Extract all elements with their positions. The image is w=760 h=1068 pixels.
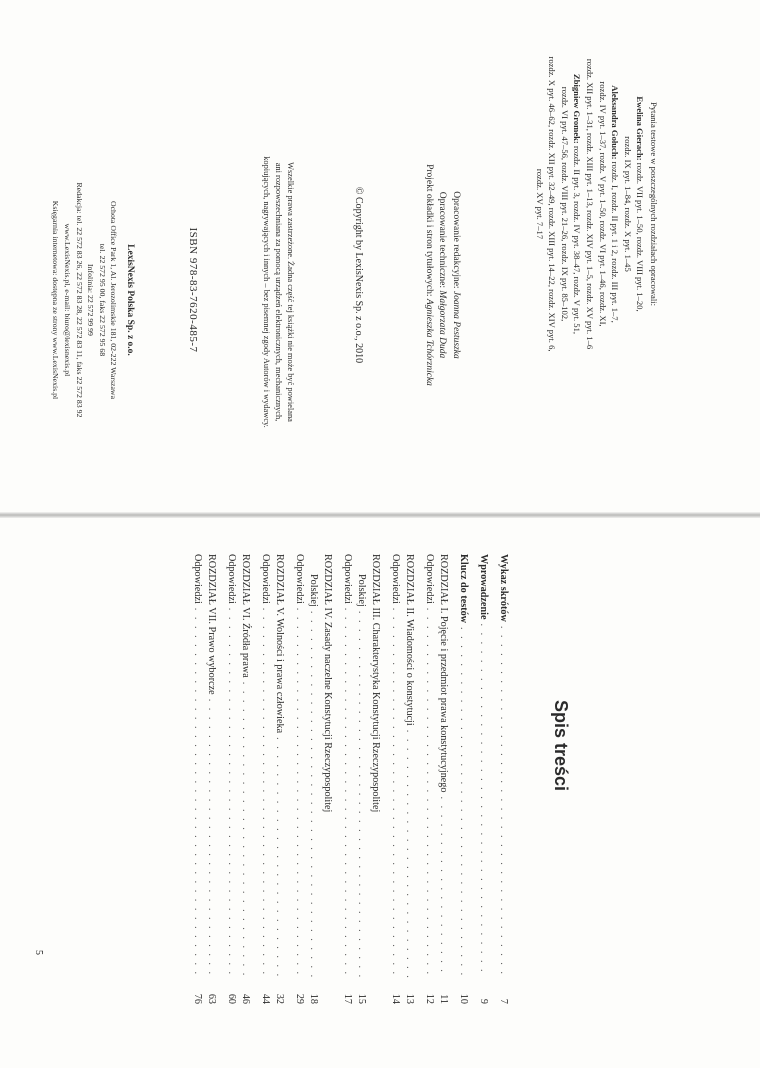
toc-entry-label: Odpowiedzi bbox=[342, 554, 353, 604]
toc-entry bbox=[190, 554, 204, 1004]
credit-line bbox=[583, 34, 596, 374]
toc-entry-page: 18 bbox=[308, 993, 319, 1004]
toc-entry bbox=[224, 554, 238, 1004]
toc-leader-dots bbox=[402, 730, 416, 978]
toc-entry-page: 15 bbox=[356, 993, 367, 1004]
toc-entry-page: 7 bbox=[498, 998, 509, 1004]
toc-entry-page: 76 bbox=[192, 993, 203, 1004]
toc-entry-page: 12 bbox=[424, 993, 435, 1004]
toc-entry-label: ROZDZIAŁ VI. Źródła prawa bbox=[240, 554, 251, 678]
toc-entry bbox=[306, 554, 320, 1004]
toc-leader-dots bbox=[306, 611, 320, 978]
toc-leader-dots bbox=[224, 608, 238, 978]
toc-entry-label: Odpowiedzi bbox=[226, 554, 237, 604]
toc-entry-page: 46 bbox=[240, 993, 251, 1004]
toc-list bbox=[190, 554, 510, 1004]
credit-details: rozdz. IV pyt. 1–37, rozdz. V pyt. 1–50, rozdz. VI pyt. 1–46, rozdz. XI, bbox=[597, 81, 608, 327]
toc-entry-page: 13 bbox=[404, 993, 415, 1004]
toc-leader-dots bbox=[258, 608, 272, 978]
credit-line bbox=[609, 34, 622, 374]
toc-entry-label: ROZDZIAŁ II. Wiadomości o konstytucji bbox=[404, 554, 415, 726]
toc-entry-label: Polskiej bbox=[308, 574, 319, 607]
toc-entry bbox=[476, 554, 490, 1004]
toc-entry bbox=[340, 554, 354, 1004]
toc-entry-page: 60 bbox=[226, 993, 237, 1004]
toc-entry-page: 32 bbox=[274, 993, 285, 1004]
credit-line bbox=[558, 34, 571, 374]
toc-entry-label: ROZDZIAŁ IV. Zasady naczelne Konstytucji Rzeczypospolitej bbox=[322, 554, 333, 813]
toc-leader-dots bbox=[422, 608, 436, 978]
toc-entry bbox=[258, 554, 272, 1004]
toc-entry-page: 10 bbox=[458, 993, 469, 1004]
isbn: ISBN 978-83-7620-485-7 bbox=[187, 227, 199, 353]
toc-entry bbox=[368, 554, 382, 1004]
toc-entry-label: Odpowiedzi bbox=[390, 554, 401, 604]
editorial-line: Projekt okładki i stron tytułowych: Agnieszka Tchórznicka bbox=[424, 164, 434, 386]
toc-entry bbox=[436, 554, 450, 1004]
toc-leader-dots bbox=[272, 737, 286, 978]
credit-line bbox=[533, 34, 546, 374]
credit-details: rozdz. X pyt. 46–62, rozdz. XII pyt. 32–49, rozdz. XIII pyt. 14–22, rozdz. XIV pyt. 6, bbox=[547, 56, 558, 352]
toc-entry bbox=[354, 554, 368, 1004]
toc-leader-dots bbox=[456, 627, 470, 978]
toc-entry-page: 44 bbox=[260, 993, 271, 1004]
credit-line bbox=[546, 34, 559, 374]
editorial-credits bbox=[422, 150, 463, 400]
credits-list bbox=[533, 34, 646, 374]
credit-author: Aleksandra Gołuch: bbox=[610, 85, 621, 160]
toc-leader-dots bbox=[190, 608, 204, 978]
publisher-info: LexisNexis Polska Sp. z o.o. Ochota Office Park 1, Al. Jerozolimskie 181, 02-222 Warszawa tel. 22 572 95 00, faks 22 572 95 68 Infolinia: 22 572 99 99 Redakcja: tel. 22 572 83 26, 22 572 83 28, 22 572 83 11, faks 22 572 83 92 www.LexisNexis.pl, e-mail: biuro@lexisnexis.pl Księgarnia internetowa: dostępna ze strony www.LexisNexis.pl bbox=[50, 140, 135, 460]
toc-leader-dots bbox=[436, 797, 450, 979]
credit-author: Zbigniew Gromek: bbox=[572, 73, 583, 144]
credit-line bbox=[596, 34, 609, 374]
toc-leader-dots bbox=[476, 623, 490, 978]
toc-entry bbox=[402, 554, 416, 1004]
page-number: 5 bbox=[33, 950, 44, 955]
toc-entry bbox=[238, 554, 252, 1004]
toc-entry-label: ROZDZIAŁ VII. Prawo wyborcze bbox=[206, 554, 217, 695]
credit-line bbox=[621, 34, 634, 374]
credit-details: rozdz. XV pyt. 7–17 bbox=[534, 168, 545, 240]
editorial-line: Opracowanie techniczne: Małgorzata Duda bbox=[437, 191, 448, 359]
toc-entry-label: Polskiej bbox=[356, 574, 367, 607]
toc-leader-dots bbox=[388, 608, 402, 978]
toc-leader-dots bbox=[292, 608, 306, 978]
toc-leader-dots bbox=[238, 682, 252, 978]
credit-details: rozdz. I, rozdz. II pyt. 1 i 2, rozdz. III pyt. 1–7, bbox=[610, 161, 621, 323]
toc-entry bbox=[292, 554, 306, 1004]
credit-details: rozdz. XII pyt. 1–31, rozdz. XIII pyt. 1–13, rozdz. XIV pyt. 1–5, rozdz. XV pyt. 1–6 bbox=[585, 58, 596, 350]
credit-line bbox=[571, 34, 584, 374]
toc-entry-label: Odpowiedzi bbox=[424, 554, 435, 604]
credit-details: rozdz. VI pyt. 47–56, rozdz. VIII pyt. 21–26, rozdz. IX pyt. 85–102, bbox=[559, 86, 570, 322]
credit-details: rozdz. II pyt. 3, rozdz. IV pyt. 38–47, rozdz. V pyt. 51, bbox=[572, 145, 583, 335]
toc-entry bbox=[456, 554, 470, 1004]
toc-entry bbox=[422, 554, 436, 1004]
toc-leader-dots bbox=[496, 626, 510, 978]
toc-entry-page: 29 bbox=[294, 993, 305, 1004]
test-authors-credits bbox=[533, 34, 660, 374]
toc-entry-label: Odpowiedzi bbox=[192, 554, 203, 604]
toc-leader-dots bbox=[354, 611, 368, 978]
credits-intro: Pytania testowe w poszczególnych rozdziałach opracowali: bbox=[649, 101, 659, 307]
toc-entry-page: 17 bbox=[342, 993, 353, 1004]
toc-entry-label: ROZDZIAŁ V. Wolności i prawa człowieka bbox=[274, 554, 285, 734]
toc-title: Spis treści bbox=[551, 700, 571, 792]
credit-author: Ewelina Gierach: bbox=[635, 96, 646, 161]
toc-entry-label: Wprowadzenie bbox=[478, 554, 489, 620]
toc-entry bbox=[272, 554, 286, 1004]
toc-entry-label: ROZDZIAŁ III. Charakterystyka Konstytucji Rzeczypospolitej bbox=[370, 554, 381, 813]
toc-entry-page: 14 bbox=[390, 993, 401, 1004]
credit-line bbox=[634, 34, 647, 374]
copyright-notice: © Copyright by LexisNexis Sp. z o.o., 2010 bbox=[353, 186, 364, 364]
toc-leader-dots bbox=[204, 699, 218, 978]
editorial-line: Opracowanie redakcyjne: Joanna Pestuszka bbox=[451, 191, 461, 359]
toc-entry-page: 63 bbox=[206, 993, 217, 1004]
toc-entry-label: Klucz do testów bbox=[458, 554, 469, 624]
page-fold-divider bbox=[0, 512, 760, 518]
toc-entry-label: Odpowiedzi bbox=[260, 554, 271, 604]
toc-entry-label: ROZDZIAŁ I. Pojęcie i przedmiot prawa konstytucyjnego bbox=[438, 554, 449, 793]
publisher-name: LexisNexis Polska Sp. z o.o. bbox=[125, 244, 135, 356]
toc-entry bbox=[204, 554, 218, 1004]
credit-details: rozdz. VII pyt. 1–50, rozdz. VIII pyt. 1–20, bbox=[635, 162, 646, 312]
toc-entry bbox=[320, 554, 334, 1004]
toc-entry bbox=[388, 554, 402, 1004]
toc-entry bbox=[496, 554, 510, 1004]
toc-entry-page: 9 bbox=[478, 998, 489, 1004]
credit-details: rozdz. IX pyt. 1–84, rozdz. X pyt. 1–45 bbox=[622, 136, 633, 272]
toc-entry-page: 11 bbox=[438, 994, 449, 1004]
toc-entry-label: Odpowiedzi bbox=[294, 554, 305, 604]
rights-reserved-notice: Wszelkie prawa zastrzeżone. Żadna część tej książki nie może być powielana ani rozpowszechniana za pomocą urządzeń elektronicznych, mechanicznych, kopiujących, nagrywających i innych – bez pisemnej zgody Autorów i wydawcy. bbox=[262, 156, 295, 428]
toc-entry-label: Wykaz skrótów bbox=[498, 554, 509, 622]
toc-leader-dots bbox=[340, 608, 354, 978]
